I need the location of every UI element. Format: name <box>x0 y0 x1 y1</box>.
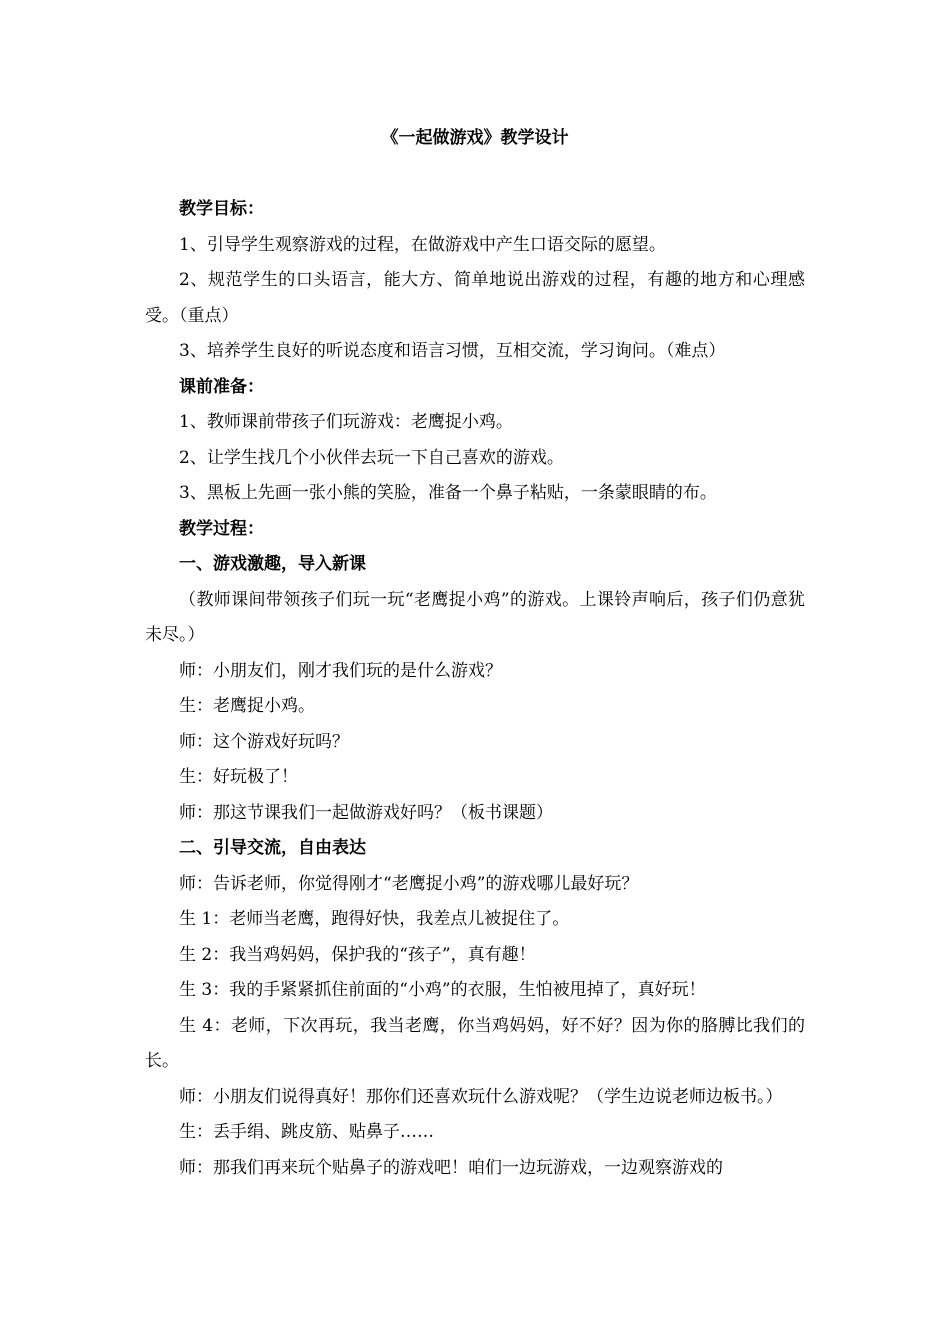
paragraph: 生：好玩极了！ <box>179 767 298 787</box>
paragraph: （教师课间带领孩子们玩一玩“老鹰捉小鸡”的游戏。上课铃声响后，孩子们仍意犹未尽。） <box>145 589 805 645</box>
paragraph: 1、教师课前带孩子们玩游戏：老鹰捉小鸡。 <box>179 412 513 432</box>
paragraph: 师：小朋友们说得真好！那你们还喜欢玩什么游戏呢？（学生边说老师边板书。） <box>179 1086 783 1107</box>
paragraph: 师：那我们再来玩个贴鼻子的游戏吧！咱们一边玩游戏，一边观察游戏的 <box>179 1157 723 1178</box>
paragraph: 2、让学生找几个小伙伴去玩一下自己喜欢的游戏。 <box>179 447 564 468</box>
document-title: 《一起做游戏》教学设计 <box>381 128 569 148</box>
paragraph: 生：老鹰捉小鸡。 <box>179 696 315 716</box>
paragraph: 师：那这节课我们一起做游戏好吗？（板书课题） <box>179 802 553 823</box>
paragraph: 3、培养学生良好的听说态度和语言习惯，互相交流，学习询问。（难点） <box>179 341 726 361</box>
paragraph: 生 1：老师当老鹰，跑得好快，我差点儿被捉住了。 <box>179 909 570 929</box>
document-body <box>145 192 805 1186</box>
section-heading: 二、引导交流，自由表达 <box>179 838 366 858</box>
paragraph: 生 4：老师，下次再玩，我当老鹰，你当鸡妈妈，好不好？因为你的胳膊比我们的长。 <box>145 1015 805 1071</box>
section-heading: 教学目标： <box>179 199 264 219</box>
paragraph: 师：这个游戏好玩吗？ <box>179 731 349 752</box>
paragraph: 生 2：我当鸡妈妈，保护我的“孩子”，真有趣！ <box>179 944 536 965</box>
section-heading: 教学过程： <box>179 518 264 539</box>
paragraph: 生 3：我的手紧紧抓住前面的“小鸡”的衣服，生怕被甩掉了，真好玩！ <box>179 980 706 1000</box>
paragraph: 3、黑板上先画一张小熊的笑脸，准备一个鼻子粘贴，一条蒙眼睛的布。 <box>179 483 717 503</box>
paragraph: 师：告诉老师，你觉得刚才“老鹰捉小鸡”的游戏哪儿最好玩？ <box>179 873 639 894</box>
paragraph: 1、引导学生观察游戏的过程，在做游戏中产生口语交际的愿望。 <box>179 234 666 255</box>
section-heading: 课前准备： <box>179 376 264 397</box>
section-heading: 一、游戏激趣，导入新课 <box>179 554 366 574</box>
paragraph: 师：小朋友们，刚才我们玩的是什么游戏？ <box>179 660 502 681</box>
paragraph: 生：丢手绢、跳皮筋、贴鼻子…… <box>179 1122 434 1142</box>
paragraph: 2、规范学生的口头语言，能大方、简单地说出游戏的过程，有趣的地方和心理感受。（重点） <box>145 270 805 326</box>
